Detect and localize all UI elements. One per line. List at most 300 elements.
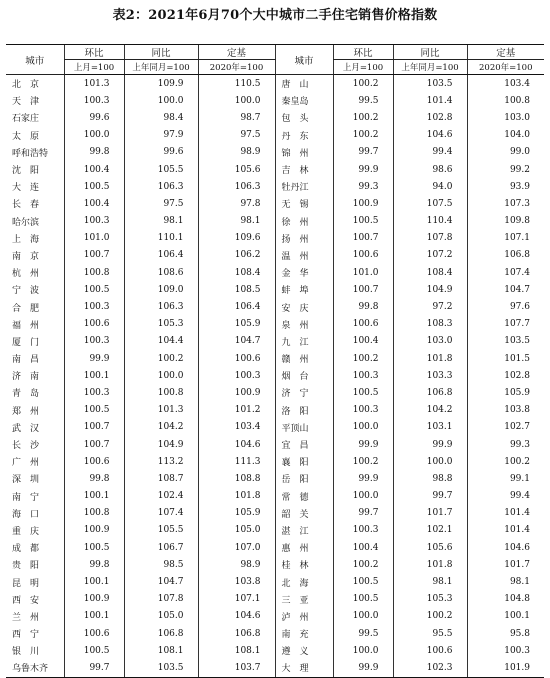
yoy-index: 102.1 [393, 522, 467, 539]
city-name: 岳 阳 [275, 470, 333, 487]
mom-index: 100.2 [333, 350, 393, 367]
fixed-index: 107.7 [467, 316, 544, 333]
mom-index: 100.4 [333, 333, 393, 350]
city-name: 丹 东 [275, 127, 333, 144]
table-row [6, 539, 544, 556]
mom-index: 100.0 [333, 608, 393, 625]
fixed-index: 103.8 [467, 402, 544, 419]
mom-index: 99.6 [64, 109, 124, 126]
yoy-index: 108.1 [124, 642, 198, 659]
table-row [6, 642, 544, 659]
fixed-index: 97.5 [198, 127, 275, 144]
mom-index: 100.1 [64, 488, 124, 505]
yoy-index: 105.3 [393, 591, 467, 608]
mom-index: 100.6 [64, 316, 124, 333]
city-name: 长 春 [12, 200, 40, 211]
table-row [6, 281, 544, 298]
city-name: 西 安 [12, 595, 40, 606]
city-name: 洛 阳 [275, 402, 333, 419]
yoy-index: 107.5 [393, 195, 467, 212]
city-name: 贵 阳 [12, 561, 40, 572]
yoy-index: 108.7 [124, 470, 198, 487]
yoy-index: 107.8 [393, 230, 467, 247]
yoy-index: 109.9 [124, 75, 198, 93]
fixed-index: 100.1 [467, 608, 544, 625]
mom-index: 100.3 [64, 298, 124, 315]
yoy-index: 103.3 [393, 367, 467, 384]
city-name: 宜 昌 [275, 436, 333, 453]
city-name: 大 连 [12, 183, 40, 194]
city-name: 九 江 [275, 333, 333, 350]
mom-index: 100.2 [333, 556, 393, 573]
fixed-index: 99.2 [467, 161, 544, 178]
yoy-index: 98.8 [393, 470, 467, 487]
yoy-index: 107.2 [393, 247, 467, 264]
mom-index: 101.0 [64, 230, 124, 247]
yoy-index: 105.5 [124, 522, 198, 539]
table-row [6, 161, 544, 178]
fixed-index: 111.3 [198, 453, 275, 470]
page-title: 表2：2021年6月70个大中城市二手住宅销售价格指数 [112, 8, 438, 23]
fixed-index: 105.0 [198, 522, 275, 539]
yoy-index: 102.8 [393, 109, 467, 126]
fixed-index: 97.8 [198, 195, 275, 212]
city-name: 兰 州 [12, 612, 40, 623]
mom-index: 100.6 [333, 247, 393, 264]
mom-index: 99.5 [333, 625, 393, 642]
fixed-index: 107.1 [467, 230, 544, 247]
city-name: 杭 州 [12, 269, 40, 280]
yoy-index: 108.3 [393, 316, 467, 333]
city-name: 青 岛 [12, 389, 40, 400]
header-mom: 环比 [333, 45, 393, 60]
mom-index: 100.2 [333, 453, 393, 470]
header-city: 城市 [275, 45, 333, 75]
mom-index: 100.8 [64, 505, 124, 522]
fixed-index: 103.8 [198, 573, 275, 590]
mom-index: 100.5 [333, 591, 393, 608]
mom-index: 100.7 [64, 247, 124, 264]
mom-index: 100.3 [64, 213, 124, 230]
yoy-index: 108.4 [393, 264, 467, 281]
mom-index: 100.6 [333, 316, 393, 333]
city-name: 北 京 [12, 80, 40, 91]
fixed-index: 106.8 [198, 625, 275, 642]
table-row [6, 367, 544, 384]
subheader-mom: 上月=100 [333, 60, 393, 75]
mom-index: 100.4 [333, 539, 393, 556]
city-name: 泉 州 [275, 316, 333, 333]
mom-index: 100.6 [64, 625, 124, 642]
header-fixed: 定基 [467, 45, 544, 60]
fixed-index: 104.6 [198, 436, 275, 453]
table-row [6, 350, 544, 367]
mom-index: 100.9 [64, 591, 124, 608]
mom-index: 100.1 [64, 608, 124, 625]
city-name: 南 昌 [12, 355, 40, 366]
yoy-index: 104.2 [393, 402, 467, 419]
header-mom: 环比 [64, 45, 124, 60]
city-name: 天 津 [12, 97, 40, 108]
header-yoy: 同比 [124, 45, 198, 60]
fixed-index: 108.1 [198, 642, 275, 659]
fixed-index: 107.1 [198, 591, 275, 608]
mom-index: 99.5 [333, 92, 393, 109]
mom-index: 100.3 [64, 92, 124, 109]
fixed-index: 103.4 [198, 419, 275, 436]
header-row [6, 45, 544, 60]
fixed-index: 107.3 [467, 195, 544, 212]
mom-index: 100.5 [333, 384, 393, 401]
subheader-yoy: 上年同月=100 [124, 60, 198, 75]
mom-index: 101.0 [333, 264, 393, 281]
fixed-index: 104.7 [467, 281, 544, 298]
yoy-index: 99.4 [393, 144, 467, 161]
city-name: 大 理 [275, 659, 333, 677]
mom-index: 100.5 [64, 178, 124, 195]
fixed-index: 99.0 [467, 144, 544, 161]
table-row [6, 144, 544, 161]
mom-index: 100.0 [333, 488, 393, 505]
yoy-index: 113.2 [124, 453, 198, 470]
mom-index: 100.7 [333, 230, 393, 247]
fixed-index: 98.7 [198, 109, 275, 126]
city-name: 蚌 埠 [275, 281, 333, 298]
mom-index: 99.8 [64, 556, 124, 573]
yoy-index: 103.5 [393, 75, 467, 93]
table-row [6, 109, 544, 126]
yoy-index: 104.6 [393, 127, 467, 144]
mom-index: 100.3 [333, 367, 393, 384]
city-name: 温 州 [275, 247, 333, 264]
city-name: 襄 阳 [275, 453, 333, 470]
header-city: 城市 [6, 45, 64, 75]
table-row [6, 384, 544, 401]
table-row [6, 505, 544, 522]
table-row [6, 625, 544, 642]
yoy-index: 95.5 [393, 625, 467, 642]
yoy-index: 101.4 [393, 92, 467, 109]
fixed-index: 101.9 [467, 659, 544, 677]
city-name: 吉 林 [275, 161, 333, 178]
yoy-index: 106.3 [124, 178, 198, 195]
table-row [6, 92, 544, 109]
fixed-index: 100.3 [198, 367, 275, 384]
fixed-index: 102.7 [467, 419, 544, 436]
mom-index: 100.5 [64, 402, 124, 419]
yoy-index: 110.4 [393, 213, 467, 230]
fixed-index: 104.6 [467, 539, 544, 556]
table-row [6, 436, 544, 453]
yoy-index: 101.7 [393, 505, 467, 522]
fixed-index: 106.2 [198, 247, 275, 264]
yoy-index: 101.8 [393, 556, 467, 573]
table-row [6, 608, 544, 625]
fixed-index: 101.2 [198, 402, 275, 419]
city-name: 桂 林 [275, 556, 333, 573]
fixed-index: 105.9 [198, 316, 275, 333]
yoy-index: 105.6 [393, 539, 467, 556]
city-name: 海 口 [12, 509, 40, 520]
table-row [6, 264, 544, 281]
mom-index: 99.7 [64, 659, 124, 677]
table-row [6, 522, 544, 539]
yoy-index: 104.4 [124, 333, 198, 350]
subheader-fixed: 2020年=100 [198, 60, 275, 75]
mom-index: 99.7 [333, 505, 393, 522]
city-name: 泸 州 [275, 608, 333, 625]
fixed-index: 97.6 [467, 298, 544, 315]
fixed-index: 98.9 [198, 144, 275, 161]
fixed-index: 108.5 [198, 281, 275, 298]
fixed-index: 103.7 [198, 659, 275, 677]
fixed-index: 105.9 [198, 505, 275, 522]
city-name: 深 圳 [12, 475, 40, 486]
city-name: 乌鲁木齐 [6, 659, 64, 677]
yoy-index: 106.7 [124, 539, 198, 556]
yoy-index: 99.7 [393, 488, 467, 505]
fixed-index: 95.8 [467, 625, 544, 642]
fixed-index: 99.3 [467, 436, 544, 453]
yoy-index: 102.4 [124, 488, 198, 505]
yoy-index: 100.8 [124, 384, 198, 401]
city-name: 济 宁 [275, 384, 333, 401]
city-name: 遵 义 [275, 642, 333, 659]
mom-index: 99.3 [333, 178, 393, 195]
city-name: 合 肥 [12, 303, 40, 314]
table-row [6, 195, 544, 212]
city-name: 三 亚 [275, 591, 333, 608]
fixed-index: 103.4 [467, 75, 544, 93]
city-name: 扬 州 [275, 230, 333, 247]
city-name: 郑 州 [12, 406, 40, 417]
fixed-index: 101.8 [198, 488, 275, 505]
fixed-index: 101.5 [467, 350, 544, 367]
city-name: 金 华 [275, 264, 333, 281]
yoy-index: 100.0 [393, 453, 467, 470]
table-row [6, 230, 544, 247]
table-row [6, 127, 544, 144]
yoy-index: 100.0 [124, 367, 198, 384]
mom-index: 99.8 [64, 144, 124, 161]
table-row [6, 556, 544, 573]
mom-index: 99.9 [333, 470, 393, 487]
fixed-index: 106.4 [198, 298, 275, 315]
city-name: 石家庄 [12, 114, 40, 125]
mom-index: 99.9 [333, 659, 393, 677]
fixed-index: 105.9 [467, 384, 544, 401]
mom-index: 100.3 [333, 522, 393, 539]
fixed-index: 98.1 [467, 573, 544, 590]
city-name: 南 京 [12, 251, 40, 262]
table-row [6, 75, 544, 93]
city-name: 长 沙 [12, 441, 40, 452]
header-yoy: 同比 [393, 45, 467, 60]
mom-index: 100.2 [333, 75, 393, 93]
table-row [6, 247, 544, 264]
fixed-index: 103.5 [467, 333, 544, 350]
fixed-index: 107.4 [467, 264, 544, 281]
mom-index: 101.3 [64, 75, 124, 93]
fixed-index: 100.9 [198, 384, 275, 401]
mom-index: 99.8 [333, 298, 393, 315]
mom-index: 100.7 [333, 281, 393, 298]
yoy-index: 103.1 [393, 419, 467, 436]
fixed-index: 98.1 [198, 213, 275, 230]
yoy-index: 100.6 [393, 642, 467, 659]
mom-index: 100.8 [64, 264, 124, 281]
city-name: 哈尔滨 [12, 217, 40, 228]
mom-index: 100.0 [333, 642, 393, 659]
yoy-index: 100.0 [124, 92, 198, 109]
yoy-index: 98.4 [124, 109, 198, 126]
mom-index: 100.7 [64, 419, 124, 436]
yoy-index: 103.0 [393, 333, 467, 350]
mom-index: 100.1 [64, 573, 124, 590]
yoy-index: 94.0 [393, 178, 467, 195]
yoy-index: 104.7 [124, 573, 198, 590]
table-row [6, 470, 544, 487]
city-name: 北 海 [275, 573, 333, 590]
city-name: 上 海 [12, 234, 40, 245]
yoy-index: 108.6 [124, 264, 198, 281]
mom-index: 100.2 [333, 127, 393, 144]
fixed-index: 101.4 [467, 505, 544, 522]
mom-index: 100.7 [64, 436, 124, 453]
fixed-index: 102.8 [467, 367, 544, 384]
yoy-index: 97.5 [124, 195, 198, 212]
yoy-index: 106.8 [124, 625, 198, 642]
mom-index: 100.3 [333, 402, 393, 419]
city-name: 武 汉 [12, 423, 40, 434]
yoy-index: 98.1 [393, 573, 467, 590]
fixed-index: 107.0 [198, 539, 275, 556]
city-name: 宁 波 [12, 286, 40, 297]
fixed-index: 105.6 [198, 161, 275, 178]
yoy-index: 103.5 [124, 659, 198, 677]
fixed-index: 99.4 [467, 488, 544, 505]
city-name: 锦 州 [275, 144, 333, 161]
mom-index: 100.5 [333, 573, 393, 590]
city-name: 平顶山 [275, 419, 333, 436]
mom-index: 100.0 [64, 127, 124, 144]
city-name: 烟 台 [275, 367, 333, 384]
fixed-index: 98.9 [198, 556, 275, 573]
city-name: 惠 州 [275, 539, 333, 556]
mom-index: 100.4 [64, 161, 124, 178]
yoy-index: 101.3 [124, 402, 198, 419]
table-row [6, 213, 544, 230]
city-name: 包 头 [275, 109, 333, 126]
mom-index: 100.2 [333, 109, 393, 126]
city-name: 成 都 [12, 544, 40, 555]
city-name: 厦 门 [12, 337, 40, 348]
yoy-index: 101.8 [393, 350, 467, 367]
city-name: 广 州 [12, 458, 40, 469]
fixed-index: 110.5 [198, 75, 275, 93]
city-name: 常 德 [275, 488, 333, 505]
table-row [6, 178, 544, 195]
fixed-index: 104.7 [198, 333, 275, 350]
fixed-index: 108.8 [198, 470, 275, 487]
fixed-index: 100.2 [467, 453, 544, 470]
mom-index: 99.9 [64, 350, 124, 367]
fixed-index: 99.1 [467, 470, 544, 487]
mom-index: 99.9 [333, 436, 393, 453]
mom-index: 99.9 [333, 161, 393, 178]
yoy-index: 97.9 [124, 127, 198, 144]
yoy-index: 99.9 [393, 436, 467, 453]
yoy-index: 109.0 [124, 281, 198, 298]
yoy-index: 104.2 [124, 419, 198, 436]
yoy-index: 110.1 [124, 230, 198, 247]
fixed-index: 100.6 [198, 350, 275, 367]
fixed-index: 100.3 [467, 642, 544, 659]
subheader-yoy: 上年同月=100 [393, 60, 467, 75]
subheader-mom: 上月=100 [64, 60, 124, 75]
yoy-index: 98.6 [393, 161, 467, 178]
yoy-index: 102.3 [393, 659, 467, 677]
fixed-index: 109.6 [198, 230, 275, 247]
price-index-table [6, 44, 544, 678]
city-name: 赣 州 [275, 350, 333, 367]
mom-index: 100.9 [333, 195, 393, 212]
table-row [6, 316, 544, 333]
city-name: 韶 关 [275, 505, 333, 522]
fixed-index: 100.8 [467, 92, 544, 109]
city-name: 南 充 [275, 625, 333, 642]
mom-index: 99.7 [333, 144, 393, 161]
table-row [6, 488, 544, 505]
fixed-index: 104.8 [467, 591, 544, 608]
mom-index: 100.5 [333, 213, 393, 230]
mom-index: 100.3 [64, 333, 124, 350]
yoy-index: 106.4 [124, 247, 198, 264]
table-row [6, 591, 544, 608]
yoy-index: 105.3 [124, 316, 198, 333]
yoy-index: 106.8 [393, 384, 467, 401]
city-name: 徐 州 [275, 213, 333, 230]
table-row [6, 573, 544, 590]
fixed-index: 106.3 [198, 178, 275, 195]
yoy-index: 100.2 [124, 350, 198, 367]
fixed-index: 101.7 [467, 556, 544, 573]
city-name: 沈 阳 [12, 166, 40, 177]
mom-index: 100.1 [64, 367, 124, 384]
city-name: 福 州 [12, 320, 40, 331]
fixed-index: 108.4 [198, 264, 275, 281]
city-name: 唐 山 [275, 75, 333, 93]
mom-index: 100.5 [64, 281, 124, 298]
yoy-index: 106.3 [124, 298, 198, 315]
yoy-index: 98.1 [124, 213, 198, 230]
yoy-index: 100.2 [393, 608, 467, 625]
table-row [6, 298, 544, 315]
city-name: 呼和浩特 [12, 148, 49, 159]
yoy-index: 105.0 [124, 608, 198, 625]
mom-index: 100.6 [64, 453, 124, 470]
city-name: 无 锡 [275, 195, 333, 212]
fixed-index: 104.6 [198, 608, 275, 625]
city-name: 银 川 [12, 647, 40, 658]
city-name: 太 原 [12, 131, 40, 142]
yoy-index: 99.6 [124, 144, 198, 161]
subheader-fixed: 2020年=100 [467, 60, 544, 75]
mom-index: 100.5 [64, 642, 124, 659]
mom-index: 99.8 [64, 470, 124, 487]
yoy-index: 105.5 [124, 161, 198, 178]
city-name: 湛 江 [275, 522, 333, 539]
